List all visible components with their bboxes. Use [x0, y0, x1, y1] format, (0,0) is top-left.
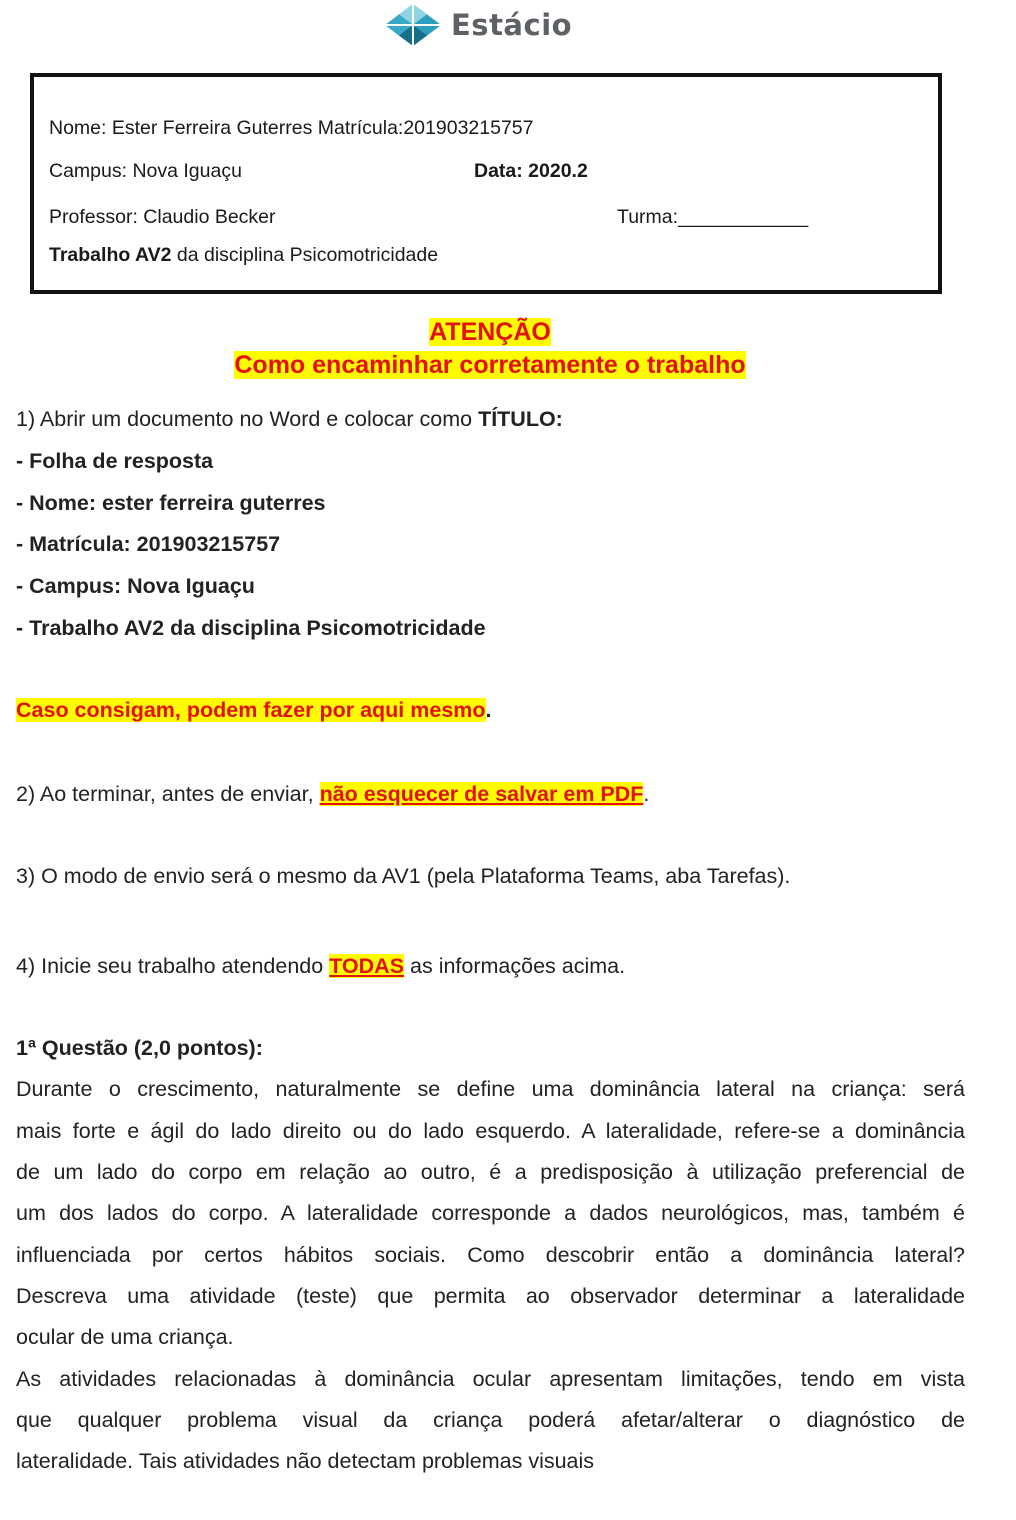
- question-line: mais forte e ágil do lado direito ou do lado esquerdo. A lateralidade, refere-se a dominância: [16, 1119, 965, 1143]
- student-info-box: [30, 73, 942, 294]
- trabalho-line: [49, 244, 438, 267]
- instruction-step-1: [16, 407, 563, 432]
- professor-line: Professor: Claudio Becker: [49, 206, 276, 228]
- title-item: - Campus: Nova Iguaçu: [16, 574, 255, 598]
- step-2-text: 2) Ao terminar, antes de enviar,: [16, 782, 320, 806]
- answer-line: As atividades relacionadas à dominância ocular apresentam limitações, tendo em vista: [16, 1367, 965, 1391]
- question-line: Descreva uma atividade (teste) que permita ao observador determinar a lateralidade: [16, 1284, 965, 1308]
- logo-wordmark: Estácio: [451, 8, 573, 42]
- step-4-text: 4) Inicie seu trabalho atendendo: [16, 954, 330, 978]
- attention-subtitle-row: [0, 351, 980, 380]
- step-4-end: as informações acima.: [404, 954, 626, 978]
- step-2-highlight: não esquecer de salvar em PDF: [319, 782, 644, 806]
- trabalho-rest: da disciplina Psicomotricidade: [171, 244, 439, 266]
- student-name-line: Nome: Ester Ferreira Guterres Matrícula:201903215757: [49, 117, 534, 139]
- question-line: influenciada por certos hábitos sociais. Como descobrir então a dominância lateral?: [16, 1243, 965, 1267]
- title-item: - Folha de resposta: [16, 449, 214, 473]
- answer-line: que qualquer problema visual da criança poderá afetar/alterar o diagnóstico de: [16, 1408, 965, 1432]
- date-line: Data: 2020.2: [474, 160, 588, 182]
- attention-title-row: [0, 318, 980, 347]
- step-4-highlight: TODAS: [329, 954, 405, 978]
- estacio-logo-icon: [383, 2, 443, 48]
- answer-line: lateralidade. Tais atividades não detectam problemas visuais: [16, 1449, 595, 1473]
- question-line: ocular de uma criança.: [16, 1325, 234, 1349]
- campus-line: Campus: Nova Iguaçu: [49, 160, 242, 182]
- step-1-bold: TÍTULO:: [478, 407, 563, 431]
- instruction-step-2: [16, 782, 649, 807]
- turma-line: Turma:____________: [617, 206, 809, 228]
- step-2-end: .: [643, 782, 650, 806]
- attention-subtitle: Como encaminhar corretamente o trabalho: [234, 351, 746, 379]
- note-line: [16, 698, 492, 723]
- note-end: .: [485, 698, 492, 722]
- instruction-step-4: [16, 954, 625, 979]
- title-item: - Trabalho AV2 da disciplina Psicomotricidade: [16, 616, 486, 640]
- estacio-logo: [383, 2, 572, 48]
- note-highlight: Caso consigam, podem fazer por aqui mesmo: [16, 698, 486, 722]
- attention-title: ATENÇÃO: [429, 318, 551, 346]
- trabalho-bold: Trabalho AV2: [49, 244, 172, 266]
- question-1-title: 1ª Questão (2,0 pontos):: [16, 1036, 263, 1060]
- title-item: - Nome: ester ferreira guterres: [16, 491, 326, 515]
- instruction-step-3: 3) O modo de envio será o mesmo da AV1 (pela Plataforma Teams, aba Tarefas).: [16, 864, 791, 888]
- step-1-text: 1) Abrir um documento no Word e colocar como: [16, 407, 479, 431]
- question-line: de um lado do corpo em relação ao outro, é a predisposição à utilização preferencial de: [16, 1160, 965, 1184]
- title-item: - Matrícula: 201903215757: [16, 532, 281, 556]
- question-line: Durante o crescimento, naturalmente se define uma dominância lateral na criança: será: [16, 1077, 965, 1101]
- question-line: um dos lados do corpo. A lateralidade corresponde a dados neurológicos, mas, também é: [16, 1201, 965, 1225]
